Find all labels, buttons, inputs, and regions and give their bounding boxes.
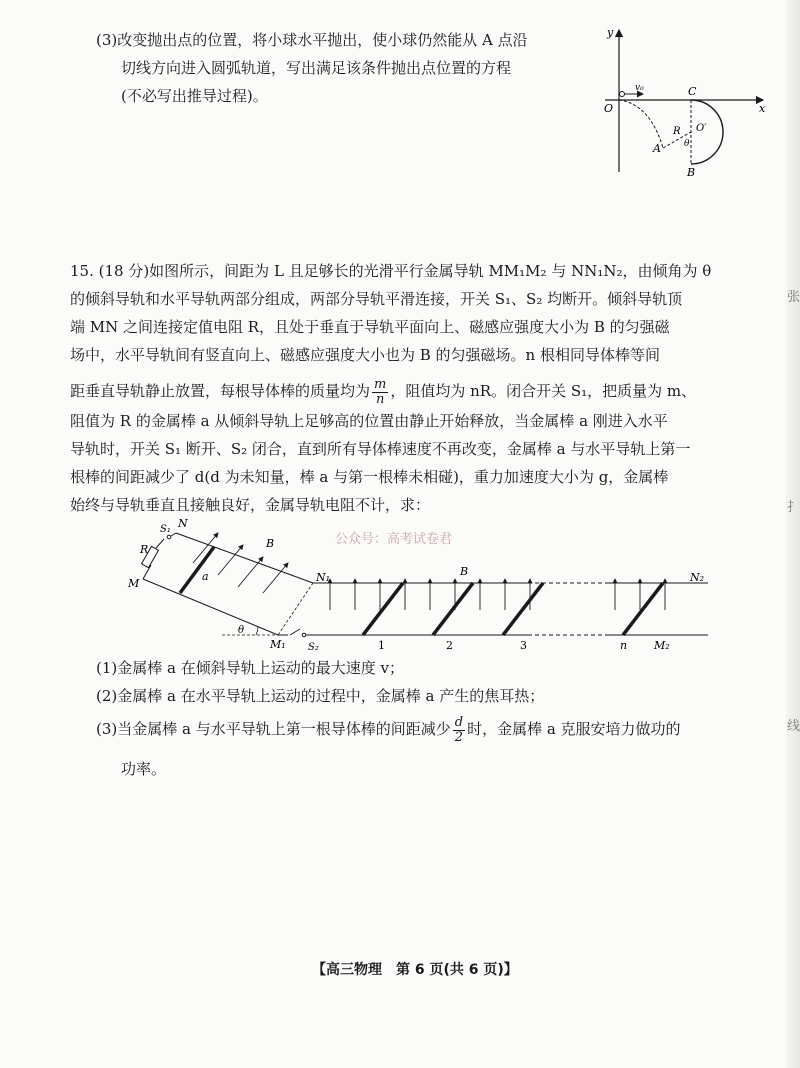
q15-line1: 15. (18 分)如图所示，间距为 L 且足够长的光滑平行金属导轨 MM₁M₂ 与 NN₁N₂，由倾角为 θ	[70, 262, 712, 280]
projectile-arc-figure	[595, 22, 775, 182]
y-label: y	[607, 26, 614, 39]
b-label: B	[687, 166, 696, 179]
q15-sub1: (1)金属棒 a 在倾斜导轨上运动的最大速度 v；	[96, 659, 404, 677]
field-arrow	[238, 557, 263, 587]
rod-n	[623, 583, 663, 635]
rod-1	[363, 583, 403, 635]
m2-label: M₂	[654, 639, 670, 652]
vertical-field-arrows	[330, 579, 665, 610]
a-label: A	[653, 142, 661, 155]
theta-arc	[256, 627, 258, 635]
frac-denominator: n	[375, 391, 385, 407]
rod-1-label: 1	[378, 639, 385, 652]
incline-rail-n	[176, 533, 313, 583]
b-horizontal-label: B	[460, 565, 469, 578]
switch-s2-contact	[302, 633, 306, 637]
q15-sub3-pre: (3)当金属棒 a 与水平导轨上第一根导体棒的间距减少	[96, 720, 451, 738]
watermark: 公众号：高考试卷君	[335, 532, 453, 547]
r-label: R	[140, 543, 149, 556]
rod-3	[503, 583, 543, 635]
q14-part3-line1: (3)改变抛出点的位置，将小球水平抛出，使小球仍然能从 A 点沿	[96, 31, 528, 49]
q15-line5-post: ，阻值均为 nR。闭合开关 S₁，把质量为 m、	[390, 382, 697, 400]
theta-label: θ	[238, 625, 245, 636]
s1-label: S₁	[160, 524, 171, 535]
q15-line8: 根棒的间距减少了 d(d 为未知量，棒 a 与第一根棒未相碰)，重力加速度大小为 g，金属棒	[70, 468, 669, 486]
page-footer: 【高三物理 第 6 页(共 6 页)】	[312, 962, 518, 978]
n1-label: N₁	[316, 571, 331, 584]
v0-label: v₀	[635, 83, 644, 93]
q15-line3: 端 MN 之间连接定值电阻 R，且处于垂直于导轨平面向上、磁感应强度大小为 B 的匀强磁	[70, 318, 670, 336]
q15-line4: 场中，水平导轨间有竖直向上、磁感应强度大小也为 B 的匀强磁场。n 根相同导体棒等间	[70, 346, 660, 364]
edge-char: 张	[786, 290, 800, 305]
m1-label: M₁	[270, 638, 286, 651]
m-label: M	[128, 577, 140, 590]
rod-2	[433, 583, 473, 635]
q15-line6: 阻值为 R 的金属棒 a 从倾斜导轨上足够高的位置由静止开始释放，当金属棒 a 刚进入水平	[70, 412, 668, 430]
edge-char: 线	[786, 719, 800, 734]
frac-denominator: 2	[454, 729, 464, 745]
o-prime-label: O′	[696, 123, 707, 134]
q15-line9: 始终与导轨垂直且接触良好，金属导轨电阻不计，求：	[70, 496, 431, 514]
switch-s1	[156, 539, 164, 548]
q14-part3-line3: (不必写出推导过程)。	[121, 87, 268, 105]
page-edge	[786, 0, 800, 1068]
incline-rail-m	[143, 579, 278, 635]
switch-s2	[290, 629, 300, 635]
theta-label: θ	[684, 139, 690, 149]
b-incline-label: B	[266, 537, 275, 550]
q15-sub2: (2)金属棒 a 在水平导轨上运动的过程中，金属棒 a 产生的焦耳热；	[96, 687, 545, 705]
edge-char: 扌	[786, 500, 800, 515]
q15-line2: 的倾斜导轨和水平导轨两部分组成，两部分导轨平滑连接，开关 S₁、S₂ 均断开。倾斜导轨顶	[70, 290, 683, 308]
frac-numerator: m	[374, 376, 387, 392]
r-label: R	[673, 126, 681, 137]
q15-sub3-line2: 功率。	[121, 760, 167, 778]
q15-sub3	[96, 714, 681, 745]
rod-3-label: 3	[520, 639, 527, 652]
s2-label: S₂	[308, 642, 319, 653]
n2-label: N₂	[690, 571, 705, 584]
rod-a	[180, 547, 214, 593]
rod-2-label: 2	[446, 639, 453, 652]
trajectory-dashed	[619, 100, 663, 148]
c-label: C	[688, 85, 697, 98]
ball	[620, 92, 625, 97]
rail-circuit-figure	[118, 515, 718, 655]
fraction-m-over-n	[372, 378, 388, 407]
rod-n-label: n	[620, 639, 628, 652]
rod-a-label: a	[202, 570, 209, 583]
origin-label: O	[604, 102, 614, 115]
switch-s1-contact	[167, 535, 171, 539]
q14-part3-line2: 切线方向进入圆弧轨道，写出满足该条件抛出点位置的方程	[121, 59, 512, 77]
q15-line5-pre: 距垂直导轨静止放置，每根导体棒的质量均为	[70, 382, 371, 400]
dashed-line	[278, 583, 313, 635]
q15-sub3-post: 时，金属棒 a 克服安培力做功的	[467, 720, 681, 738]
frac-numerator: d	[454, 714, 464, 730]
x-label: x	[759, 102, 766, 115]
field-arrow	[263, 563, 288, 593]
wire	[171, 533, 176, 536]
q15-line5	[70, 376, 696, 407]
q15-line7: 导轨时，开关 S₁ 断开、S₂ 闭合，直到所有导体棒速度不再改变，金属棒 a 与水平导轨上第一	[70, 440, 691, 458]
fraction-d-over-2	[453, 716, 465, 745]
n-label: N	[178, 517, 188, 530]
